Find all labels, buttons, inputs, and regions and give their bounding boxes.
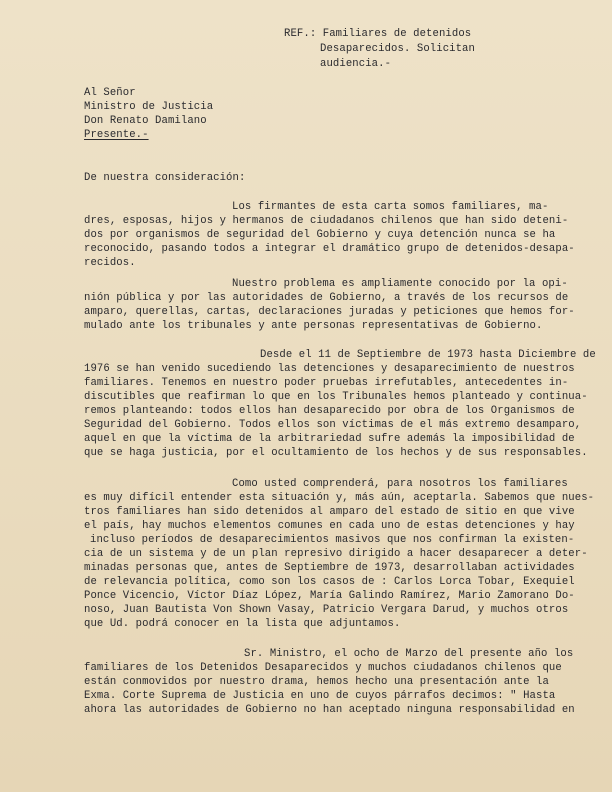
paragraph-line: 1976 se han venido sucediendo las detenciones y desaparecimiento de nuestros: [84, 363, 575, 375]
paragraph-line: Nuestro problema es ampliamente conocido por la opi-: [232, 278, 568, 290]
paragraph-line: familiares. Tenemos en nuestro poder pruebas irrefutables, antecedentes in-: [84, 377, 569, 389]
paragraph-line: reconocido, pasando todos a integrar el dramático grupo de detenidos-desapa-: [84, 243, 575, 255]
paragraph-line: recidos.: [84, 257, 136, 269]
paragraph-line: están conmovidos por nuestro drama, hemos hecho una presentación ante la: [84, 676, 549, 688]
paragraph-line: es muy difícil entender esta situación y, más aún, aceptarla. Sabemos que nues-: [84, 492, 595, 504]
paragraph-line: Los firmantes de esta carta somos familiares, ma-: [232, 201, 549, 213]
paragraph-line: ahora las autoridades de Gobierno no han aceptado ninguna responsabilidad en: [84, 704, 575, 716]
addressee-line: Don Renato Damilano: [84, 115, 207, 127]
paragraph-line: remos planteando: todos ellos han desaparecido por obra de los Organismos de: [84, 405, 575, 417]
paragraph-line: noso, Juan Bautista Von Shown Vasay, Patricio Vergara Darud, y muchos otros: [84, 604, 569, 616]
reference-line: REF.: Familiares de detenidos: [284, 28, 472, 40]
paragraph-line: tros familiares han sido detenidos al amparo del estado de sitio en que vive: [84, 506, 575, 518]
addressee-presente: Presente.-: [84, 129, 149, 141]
paragraph-line: el país, hay muchos elementos comunes en cada uno de estas detenciones y hay: [84, 520, 575, 532]
paragraph-line: incluso períodos de desaparecimientos masivos que nos confirman la existen-: [90, 534, 575, 546]
paragraph-line: nión pública y por las autoridades de Gobierno, a través de los recursos de: [84, 292, 569, 304]
paragraph-line: amparo, querellas, cartas, declaraciones juradas y peticiones que hemos for-: [84, 306, 575, 318]
addressee-line: Al Señor: [84, 87, 136, 99]
paragraph-line: cia de un sistema y de un plan represivo dirigido a hacer desaparecer a deter-: [84, 548, 588, 560]
paragraph-line: que Ud. podrá conocer en la lista que adjuntamos.: [84, 618, 401, 630]
paragraph-line: dos por organismos de seguridad del Gobierno y cuya detención nunca se ha: [84, 229, 556, 241]
reference-line: audiencia.-: [320, 58, 392, 70]
paragraph-line: familiares de los Detenidos Desaparecidos y muchos ciudadanos chilenos que: [84, 662, 562, 674]
paragraph-line: Seguridad del Gobierno. Todos ellos son víctimas de el más extremo desamparo,: [84, 419, 582, 431]
paragraph-line: mulado ante los tribunales y ante personas representativas de Gobierno.: [84, 320, 543, 332]
paragraph-line: minadas personas que, antes de Septiembre de 1973, desarrollaban actividades: [84, 562, 575, 574]
paragraph-line: que se haga justicia, por el ocultamiento de los hechos y de sus responsables.: [84, 447, 588, 459]
paragraph-line: Ponce Vicencio, Víctor Díaz López, María Galindo Ramírez, Mario Zamorano Do-: [84, 590, 575, 602]
addressee-line: Ministro de Justicia: [84, 101, 214, 113]
salutation: De nuestra consideración:: [84, 172, 246, 184]
paragraph-line: de relevancia política, como son los casos de : Carlos Lorca Tobar, Exequiel: [84, 576, 575, 588]
paragraph-line: Como usted comprenderá, para nosotros los familiares: [232, 478, 568, 490]
paragraph-line: aquel en que la víctima de la arbitrariedad sufre además la imposibilidad de: [84, 433, 575, 445]
paragraph-line: Exma. Corte Suprema de Justicia en uno de cuyos párrafos decimos: " Hasta: [84, 690, 556, 702]
reference-line: Desaparecidos. Solicitan: [320, 43, 475, 55]
paragraph-line: Desde el 11 de Septiembre de 1973 hasta Diciembre de: [260, 349, 596, 361]
paragraph-line: discutibles que reafirman lo que en los Tribunales hemos planteado y continua-: [84, 391, 588, 403]
paragraph-line: dres, esposas, hijos y hermanos de ciudadanos chilenos que han sido deteni-: [84, 215, 569, 227]
paragraph-line: Sr. Ministro, el ocho de Marzo del presente año los: [244, 648, 574, 660]
